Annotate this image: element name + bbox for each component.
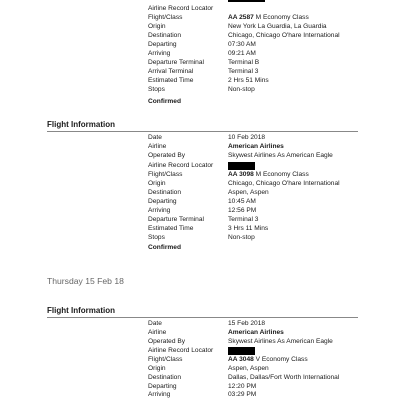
field-label: Departing <box>148 383 177 390</box>
field-value: 10 Feb 2018 <box>228 134 266 141</box>
operated-by-row <box>148 151 400 161</box>
field-label: Airline Record Locator <box>148 162 214 169</box>
redaction-bar <box>228 0 265 2</box>
section-title: Flight Information <box>47 120 115 129</box>
field-value: American Airlines <box>228 329 284 336</box>
field-label: Arrival Terminal <box>148 68 194 75</box>
field-value: 15 Feb 2018 <box>228 320 266 327</box>
field-value: Terminal 3 <box>228 216 259 223</box>
info-row <box>148 233 400 243</box>
field-label: Departure Terminal <box>148 216 204 223</box>
status-confirmed: Confirmed <box>148 244 181 251</box>
field-value: 09:21 AM <box>228 50 256 57</box>
field-label: Stops <box>148 234 165 241</box>
field-label: Estimated Time <box>148 225 194 232</box>
flight-number: AA 3098 <box>228 171 254 178</box>
field-value: Aspen, Aspen <box>228 189 269 196</box>
field-label: Origin <box>148 180 166 187</box>
info-row <box>148 85 400 95</box>
field-value: American Airlines <box>228 143 284 150</box>
field-label: Destination <box>148 189 181 196</box>
redaction-bar <box>228 162 255 170</box>
flight-class: M Economy Class <box>253 171 309 178</box>
field-value: Terminal B <box>228 59 260 66</box>
field-value: Aspen, Aspen <box>228 365 269 372</box>
flight-number: AA 3048 <box>228 356 254 363</box>
field-label: Date <box>148 320 162 327</box>
field-label: Arriving <box>148 391 171 398</box>
field-value: Chicago, Chicago O'hare International <box>228 180 340 187</box>
flight-number: AA 2587 <box>228 14 254 21</box>
divider <box>47 317 358 318</box>
field-label: Airline <box>148 329 167 336</box>
day-header: Thursday 15 Feb 18 <box>47 276 124 286</box>
divider <box>47 131 358 132</box>
field-label: Departing <box>148 198 177 205</box>
field-label: Airline Record Locator <box>148 5 214 12</box>
field-label: Flight/Class <box>148 171 183 178</box>
field-value: 03:29 PM <box>228 391 257 398</box>
field-value: Terminal 3 <box>228 68 259 75</box>
field-label: Operated By <box>148 152 186 159</box>
redaction-bar <box>228 347 255 355</box>
field-value: 12:20 PM <box>228 383 257 390</box>
field-value: 3 Hrs 11 Mins <box>228 225 269 232</box>
field-value: New York La Guardia, La Guardia <box>228 23 327 30</box>
field-value: 07:30 AM <box>228 41 256 48</box>
section-title: Flight Information <box>47 306 115 315</box>
field-label: Departing <box>148 41 177 48</box>
field-label: Airline Record Locator <box>148 347 214 354</box>
field-label: Date <box>148 134 162 141</box>
field-label: Origin <box>148 365 166 372</box>
info-row <box>148 390 400 400</box>
field-value: Skywest Airlines As American Eagle <box>228 338 333 345</box>
field-label: Operated By <box>148 338 186 345</box>
field-label: Destination <box>148 32 181 39</box>
field-label: Flight/Class <box>148 14 183 21</box>
field-label: Airline <box>148 143 167 150</box>
flight-class: M Economy Class <box>253 14 309 21</box>
field-value: Skywest Airlines As American Eagle <box>228 152 333 159</box>
field-value: Non-stop <box>228 234 255 241</box>
field-value: 12:56 PM <box>228 207 257 214</box>
field-value: 2 Hrs 51 Mins <box>228 77 269 84</box>
status-confirmed: Confirmed <box>148 98 181 105</box>
field-label: Arriving <box>148 50 171 57</box>
field-label: Estimated Time <box>148 77 194 84</box>
field-label: Departure Terminal <box>148 59 204 66</box>
field-label: Destination <box>148 374 181 381</box>
flight-class: V Economy Class <box>253 356 308 363</box>
field-value: Non-stop <box>228 86 255 93</box>
field-label: Stops <box>148 86 165 93</box>
field-value: Dallas, Dallas/Fort Worth International <box>228 374 340 381</box>
field-value: 10:45 AM <box>228 198 256 205</box>
field-label: Origin <box>148 23 166 30</box>
field-label: Arriving <box>148 207 171 214</box>
field-value: Chicago, Chicago O'hare International <box>228 32 340 39</box>
field-label: Flight/Class <box>148 356 183 363</box>
